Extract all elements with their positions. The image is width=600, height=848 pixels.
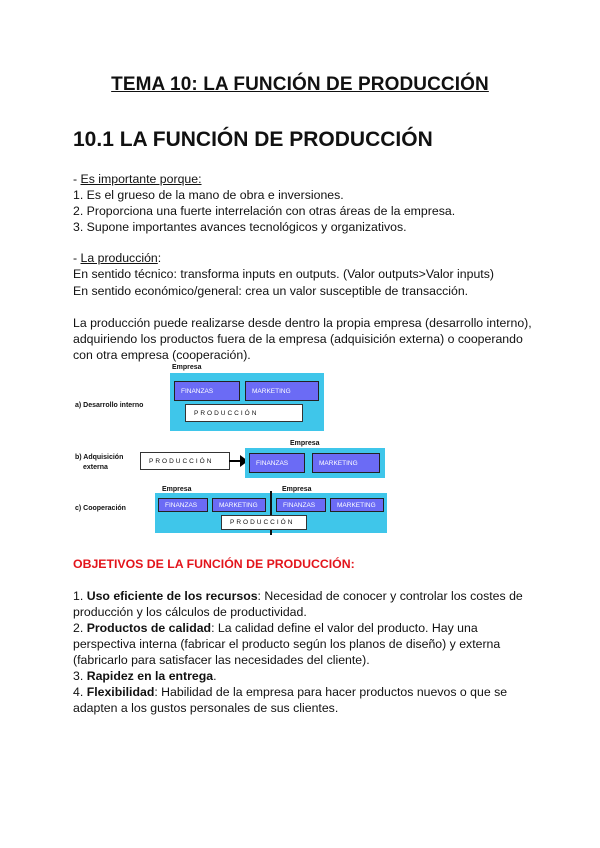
production-heading: La producción bbox=[80, 251, 158, 265]
diagram-b-label-2: externa bbox=[83, 464, 108, 471]
diagram-c-empresa-1: Empresa bbox=[162, 486, 192, 493]
objective-4-title: Flexibilidad bbox=[86, 685, 155, 699]
diagram-b-finanzas: FINANZAS bbox=[249, 453, 305, 473]
objective-item-3 bbox=[73, 668, 217, 684]
diagram-c-marketing-1: MARKETING bbox=[212, 498, 266, 512]
objective-1-number: 1. bbox=[73, 589, 87, 603]
paragraph-line-2: adquiriendo los productos fuera de la empresa (adquisición externa) o cooperando bbox=[73, 332, 523, 346]
diagram-c-empresa-2: Empresa bbox=[282, 486, 312, 493]
diagram-a-empresa: Empresa bbox=[172, 364, 202, 371]
importance-item-3: 3. Supone importantes avances tecnológicos y organizativos. bbox=[73, 220, 407, 234]
diagram-a-produccion: PRODUCCIÓN bbox=[185, 404, 303, 422]
diagram-c-finanzas-1: FINANZAS bbox=[158, 498, 208, 512]
importance-item-2: 2. Proporciona una fuerte interrelación con otras áreas de la empresa. bbox=[73, 204, 456, 218]
objective-2-number: 2. bbox=[73, 621, 87, 635]
diagram-b-label-1: b) Adquisición bbox=[75, 454, 124, 461]
production-prefix: - bbox=[73, 251, 81, 265]
diagram-a-marketing: MARKETING bbox=[245, 381, 319, 401]
objective-2-title: Productos de calidad bbox=[86, 621, 212, 635]
objective-item-4 bbox=[73, 684, 507, 700]
paragraph-line-3: con otra empresa (cooperación). bbox=[73, 348, 251, 362]
objective-4-cont-1: adapten a los gustos personales de sus clientes. bbox=[73, 701, 339, 715]
page-title: TEMA 10: LA FUNCIÓN DE PRODUCCIÓN bbox=[111, 74, 489, 95]
paragraph-line-1: La producción puede realizarse desde dentro la propia empresa (desarrollo interno), bbox=[73, 316, 532, 330]
objective-2-text: : La calidad define el valor del producto. Hay una bbox=[211, 621, 478, 635]
objective-1-title: Uso eficiente de los recursos bbox=[86, 589, 258, 603]
production-heading-line bbox=[73, 250, 161, 266]
diagram-b-produccion: PRODUCCIÓN bbox=[140, 452, 230, 470]
objective-2-cont-1: perspectiva interna (fabricar el producto según los planos de diseño) y externa bbox=[73, 637, 501, 651]
importance-item-1: 1. Es el grueso de la mano de obra e inversiones. bbox=[73, 188, 344, 202]
objectives-heading: OBJETIVOS DE LA FUNCIÓN DE PRODUCCIÓN: bbox=[73, 557, 355, 571]
objective-1-text: : Necesidad de conocer y controlar los costes de bbox=[257, 589, 523, 603]
objective-4-number: 4. bbox=[73, 685, 87, 699]
diagram-b-empresa: Empresa bbox=[290, 440, 320, 447]
diagram-c-marketing-2: MARKETING bbox=[330, 498, 384, 512]
objective-item-1 bbox=[73, 588, 523, 604]
objective-3-number: 3. bbox=[73, 669, 87, 683]
diagram-c-label: c) Cooperación bbox=[75, 505, 126, 512]
objective-1-cont-1: producción y los cálculos de productividad. bbox=[73, 605, 307, 619]
section-heading: 10.1 LA FUNCIÓN DE PRODUCCIÓN bbox=[73, 128, 433, 151]
importance-heading: Es importante porque: bbox=[80, 172, 202, 186]
objective-3-title: Rapidez en la entrega bbox=[86, 669, 214, 683]
diagram-a-finanzas: FINANZAS bbox=[174, 381, 240, 401]
production-suffix: : bbox=[157, 251, 162, 265]
objective-3-text: . bbox=[213, 669, 217, 683]
importance-prefix: - bbox=[73, 172, 81, 186]
objective-4-text: : Habilidad de la empresa para hacer productos nuevos o que se bbox=[154, 685, 508, 699]
diagram-c-produccion: PRODUCCIÓN bbox=[221, 515, 307, 530]
diagram-a-label: a) Desarrollo interno bbox=[75, 402, 144, 409]
objective-2-cont-2: (fabricarlo para satisfacer las necesidades del cliente). bbox=[73, 653, 370, 667]
diagram-b-marketing: MARKETING bbox=[312, 453, 380, 473]
objective-item-2 bbox=[73, 620, 478, 636]
diagram-c-finanzas-2: FINANZAS bbox=[276, 498, 326, 512]
importance-heading-line bbox=[73, 171, 202, 187]
production-line-2: En sentido económico/general: crea un valor susceptible de transacción. bbox=[73, 284, 469, 298]
production-line-1: En sentido técnico: transforma inputs en outputs. (Valor outputs>Valor inputs) bbox=[73, 267, 494, 281]
